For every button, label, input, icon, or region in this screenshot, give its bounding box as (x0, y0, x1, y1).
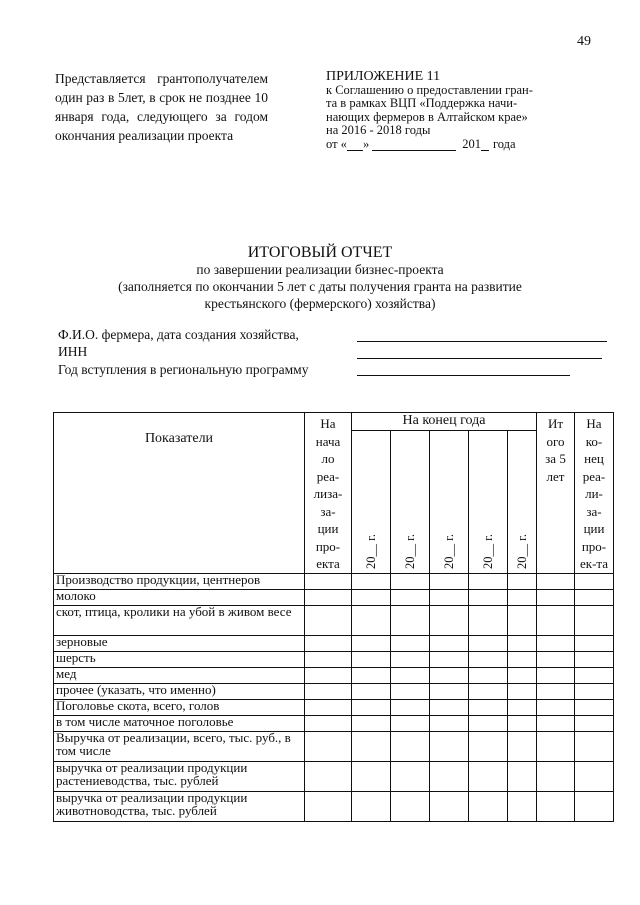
header-word: На (320, 416, 336, 431)
table-cell[interactable] (575, 732, 614, 762)
table-cell[interactable] (469, 606, 508, 636)
table-cell[interactable] (575, 716, 614, 732)
row-label: Производство продукции, центнеров (54, 574, 305, 590)
table-row (54, 606, 614, 636)
table-row (54, 590, 614, 606)
table-cell[interactable] (430, 574, 469, 590)
table-cell[interactable] (430, 762, 469, 792)
table-cell[interactable] (391, 762, 430, 792)
year-label: 20__ г. (441, 534, 456, 569)
row-label: скот, птица, кролики на убой в живом весе (54, 606, 305, 636)
table-cell[interactable] (391, 684, 430, 700)
header-word: ого (546, 433, 565, 449)
report-subtitle: по завершении реализации бизнес-проекта (196, 262, 444, 277)
appendix-line: нающих фермеров в Алтайском крае» (326, 109, 528, 124)
inn-input-line[interactable] (357, 358, 602, 359)
table-cell[interactable] (305, 684, 352, 700)
table-cell[interactable] (469, 716, 508, 732)
header-word: реа- (582, 468, 606, 484)
table-cell[interactable] (352, 606, 391, 636)
appendix-title: ПРИЛОЖЕНИЕ 11 (326, 69, 441, 84)
header-word: нец (584, 451, 604, 466)
table-cell[interactable] (391, 700, 430, 716)
appendix-date-line (326, 138, 534, 152)
table-row (54, 684, 614, 700)
fio-input-line[interactable] (357, 341, 607, 342)
fio-label: Ф.И.О. фермера, дата создания хозяйства, (58, 327, 299, 342)
table-cell[interactable] (352, 716, 391, 732)
table-cell[interactable] (352, 590, 391, 606)
table-cell[interactable] (575, 590, 614, 606)
table-row (54, 762, 614, 792)
table-cell[interactable] (352, 574, 391, 590)
table-cell[interactable] (305, 732, 352, 762)
table-cell[interactable] (391, 652, 430, 668)
table-cell[interactable] (305, 762, 352, 792)
table-cell[interactable] (469, 590, 508, 606)
year-column-1 (352, 431, 391, 574)
submission-note: Представляется грантополучателем один раз в 5лет, в срок не позднее 10 января года, следующего за годом окончания реализации проекта (55, 71, 268, 143)
report-header (60, 244, 580, 312)
table-cell[interactable] (537, 684, 575, 700)
year-blank[interactable] (481, 140, 489, 151)
table-cell[interactable] (430, 668, 469, 684)
report-note: (заполняется по окончании 5 лет с даты получения гранта на развитие (118, 279, 522, 294)
row-label: выручка от реализации продукции животноводства, тыс. рублей (54, 792, 305, 822)
table-cell[interactable] (469, 700, 508, 716)
table-cell[interactable] (537, 716, 575, 732)
table-cell[interactable] (575, 792, 614, 822)
table-cell[interactable] (469, 762, 508, 792)
row-label: Поголовье скота, всего, голов (54, 700, 305, 716)
table-cell[interactable] (508, 732, 537, 762)
appendix-line: на 2016 - 2018 годы (326, 123, 431, 137)
date-quote: » (362, 136, 370, 151)
header-word: На (586, 416, 602, 431)
table-cell[interactable] (430, 732, 469, 762)
table-cell[interactable] (575, 636, 614, 652)
header-word: про- (581, 538, 607, 554)
table-cell[interactable] (430, 590, 469, 606)
header-word: за- (586, 503, 602, 519)
table-row (54, 700, 614, 716)
inn-label: ИНН (58, 344, 88, 359)
table-cell[interactable] (391, 636, 430, 652)
header-word: за- (320, 503, 336, 519)
table-cell[interactable] (430, 652, 469, 668)
table-cell[interactable] (469, 684, 508, 700)
table-row (54, 732, 614, 762)
table-row (54, 636, 614, 652)
table-cell[interactable] (352, 668, 391, 684)
row-label: прочее (указать, что именно) (54, 684, 305, 700)
table-cell[interactable] (305, 636, 352, 652)
table-cell[interactable] (537, 762, 575, 792)
header-word: Ит (547, 416, 564, 431)
table-cell[interactable] (537, 652, 575, 668)
table-row (54, 668, 614, 684)
row-label: молоко (54, 590, 305, 606)
table-cell[interactable] (508, 574, 537, 590)
table-cell[interactable] (305, 574, 352, 590)
table-cell[interactable] (430, 792, 469, 822)
table-cell[interactable] (430, 700, 469, 716)
table-cell[interactable] (469, 668, 508, 684)
table-cell[interactable] (575, 762, 614, 792)
report-note: крестьянского (фермерского) хозяйства) (204, 296, 436, 311)
table-cell[interactable] (430, 636, 469, 652)
table-cell[interactable] (508, 700, 537, 716)
table-cell[interactable] (508, 590, 537, 606)
year-label: 20__ г. (363, 534, 378, 569)
table-cell[interactable] (391, 590, 430, 606)
table-cell[interactable] (575, 700, 614, 716)
year-prefix: 201 (462, 136, 481, 151)
program-year-input-line[interactable] (357, 375, 570, 376)
table-cell[interactable] (537, 732, 575, 762)
table-cell[interactable] (508, 636, 537, 652)
date-prefix: от « (326, 136, 347, 151)
appendix-line: та в рамках ВЦП «Поддержка начи- (326, 96, 518, 110)
table-cell[interactable] (575, 574, 614, 590)
header-word: ли- (585, 486, 603, 501)
table-cell[interactable] (469, 636, 508, 652)
header-word: ло (321, 451, 335, 466)
row-label: шерсть (54, 652, 305, 668)
table-cell[interactable] (508, 652, 537, 668)
table-cell[interactable] (305, 792, 352, 822)
table-cell[interactable] (352, 652, 391, 668)
table-cell[interactable] (305, 716, 352, 732)
table-cell[interactable] (508, 762, 537, 792)
year-column-3 (430, 431, 469, 574)
header-word: ции (583, 521, 605, 536)
table-cell[interactable] (391, 732, 430, 762)
year-label: 20__ г. (514, 534, 529, 569)
row-label: зерновые (54, 636, 305, 652)
table-cell[interactable] (352, 762, 391, 792)
report-table (53, 412, 614, 822)
table-row (54, 574, 614, 590)
row-label: мед (54, 668, 305, 684)
table-cell[interactable] (430, 716, 469, 732)
table-row (54, 716, 614, 732)
table-cell[interactable] (508, 668, 537, 684)
table-cell[interactable] (508, 684, 537, 700)
header-word: ек-та (579, 556, 609, 571)
table-cell[interactable] (352, 684, 391, 700)
year-column-5 (508, 431, 537, 574)
table-cell[interactable] (575, 668, 614, 684)
header-word: нача (315, 433, 341, 449)
table-cell[interactable] (391, 716, 430, 732)
table-cell[interactable] (305, 700, 352, 716)
header-word: ции (317, 521, 339, 536)
header-word: реа- (316, 468, 340, 484)
program-year-label: Год вступления в региональную программу (58, 362, 309, 377)
header-word: екта (316, 556, 340, 571)
table-cell[interactable] (305, 590, 352, 606)
table-cell[interactable] (391, 792, 430, 822)
table-cell[interactable] (537, 668, 575, 684)
table-cell[interactable] (575, 606, 614, 636)
table-cell[interactable] (469, 652, 508, 668)
row-label: выручка от реализации продукции растениеводства, тыс. рублей (54, 762, 305, 792)
header-total-5-years (537, 413, 575, 574)
table-cell[interactable] (537, 590, 575, 606)
table-cell[interactable] (430, 684, 469, 700)
table-cell[interactable] (575, 652, 614, 668)
table-cell[interactable] (537, 636, 575, 652)
header-word: за 5 (545, 451, 566, 466)
header-word: лет (546, 468, 565, 484)
header-end-of-project (575, 413, 614, 574)
header-word: про- (315, 538, 341, 554)
table-cell[interactable] (305, 606, 352, 636)
table-cell[interactable] (352, 732, 391, 762)
table-row (54, 652, 614, 668)
table-cell[interactable] (469, 732, 508, 762)
table-cell[interactable] (508, 606, 537, 636)
table-cell[interactable] (352, 700, 391, 716)
header-year-end: На конец года (352, 413, 537, 431)
month-blank[interactable] (372, 140, 456, 151)
table-cell[interactable] (537, 700, 575, 716)
day-blank[interactable] (347, 140, 363, 151)
header-start-of-project (305, 413, 352, 574)
year-label: 20__ г. (480, 534, 495, 569)
table-cell[interactable] (352, 636, 391, 652)
table-cell[interactable] (430, 606, 469, 636)
table-cell[interactable] (305, 652, 352, 668)
table-cell[interactable] (391, 606, 430, 636)
table-cell[interactable] (469, 574, 508, 590)
table-cell[interactable] (508, 716, 537, 732)
row-label: в том числе маточное поголовье (54, 716, 305, 732)
header-word: лиза- (313, 486, 343, 501)
row-label: Выручка от реализации, всего, тыс. руб., в том числе (54, 732, 305, 762)
table-cell[interactable] (537, 792, 575, 822)
table-cell[interactable] (575, 684, 614, 700)
table-row (54, 792, 614, 822)
table-cell[interactable] (391, 574, 430, 590)
table-cell[interactable] (537, 606, 575, 636)
table-cell[interactable] (391, 668, 430, 684)
year-label: 20__ г. (402, 534, 417, 569)
date-suffix: года (492, 136, 516, 151)
year-column-4 (469, 431, 508, 574)
appendix-line: к Соглашению о предоставлении гран- (326, 82, 533, 97)
year-column-2 (391, 431, 430, 574)
table-cell[interactable] (305, 668, 352, 684)
header-word: ко- (585, 433, 603, 449)
table-cell[interactable] (352, 792, 391, 822)
table-cell[interactable] (508, 792, 537, 822)
table-cell[interactable] (537, 574, 575, 590)
appendix-block (326, 70, 534, 151)
page-number: 49 (577, 34, 591, 49)
report-title: ИТОГОВЫЙ ОТЧЕТ (247, 244, 393, 261)
table-cell[interactable] (469, 792, 508, 822)
header-indicators: Показатели (54, 413, 305, 574)
